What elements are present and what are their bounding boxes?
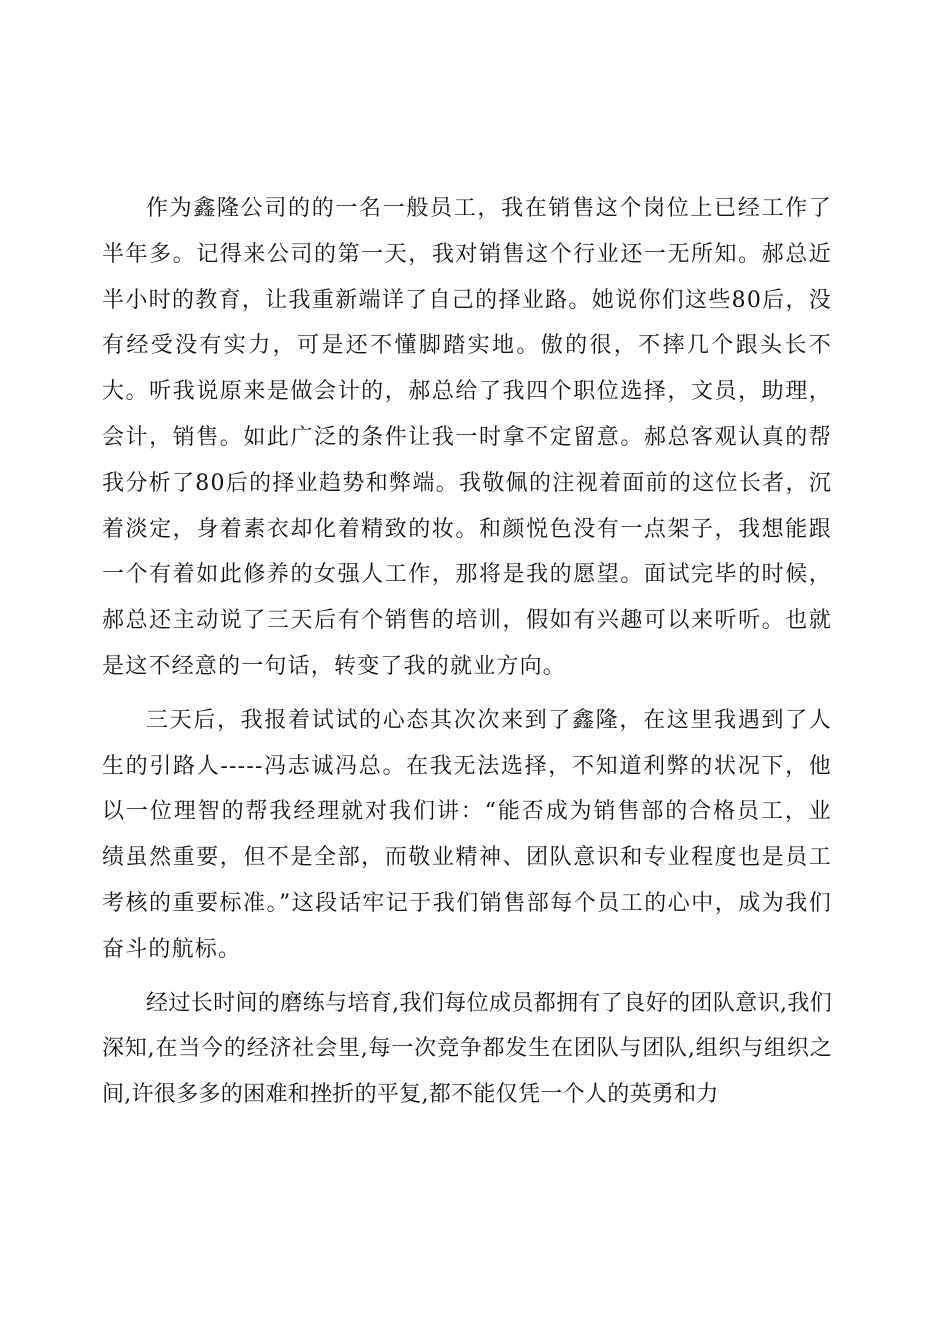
paragraph-2: 三天后，我报着试试的心态其次次来到了鑫隆，在这里我遇到了人生的引路人-----冯志诚冯总。在我无法选择，不知道利弊的状况下，他以一位理智的帮我经理就对我们讲：“能否成为销售部的合格员工，业绩虽然重要，但不是全部，而敬业精神、团队意识和专业程度也是员工考核的重要标准。”这段话牢记于我们销售部每个员工的心中，成为我们奋斗的航标。	[102, 707, 832, 962]
paragraph-1: 作为鑫隆公司的的一名一般员工，我在销售这个岗位上已经工作了半年多。记得来公司的第一天，我对销售这个行业还一无所知。郝总近半小时的教育，让我重新端详了自己的择业路。她说你们这些80后，没有经受没有实力，可是还不懂脚踏实地。傲的很，不摔几个跟头长不大。听我说原来是做会计的，郝总给了我四个职位选择，文员，助理，会计，销售。如此广泛的条件让我一时拿不定留意。郝总客观认真的帮我分析了80后的择业趋势和弊端。我敬佩的注视着面前的这位长者，沉着淡定，身着素衣却化着精致的妆。和颜悦色没有一点架子，我想能跟一个有着如此修养的女强人工作，那将是我的愿望。面试完毕的时候，郝总还主动说了三天后有个销售的培训，假如有兴趣可以来听听。也就是这不经意的一句话，转变了我的就业方向。	[102, 196, 832, 679]
document-body	[102, 186, 832, 1126]
paragraph-3: 经过长时间的磨练与培育,我们每位成员都拥有了良好的团队意识,我们深知,在当今的经济社会里,每一次竞争都发生在团队与团队,组织与组织之间,许很多多的困难和挫折的平复,都不能仅凭一个人的英勇和力	[102, 990, 832, 1108]
